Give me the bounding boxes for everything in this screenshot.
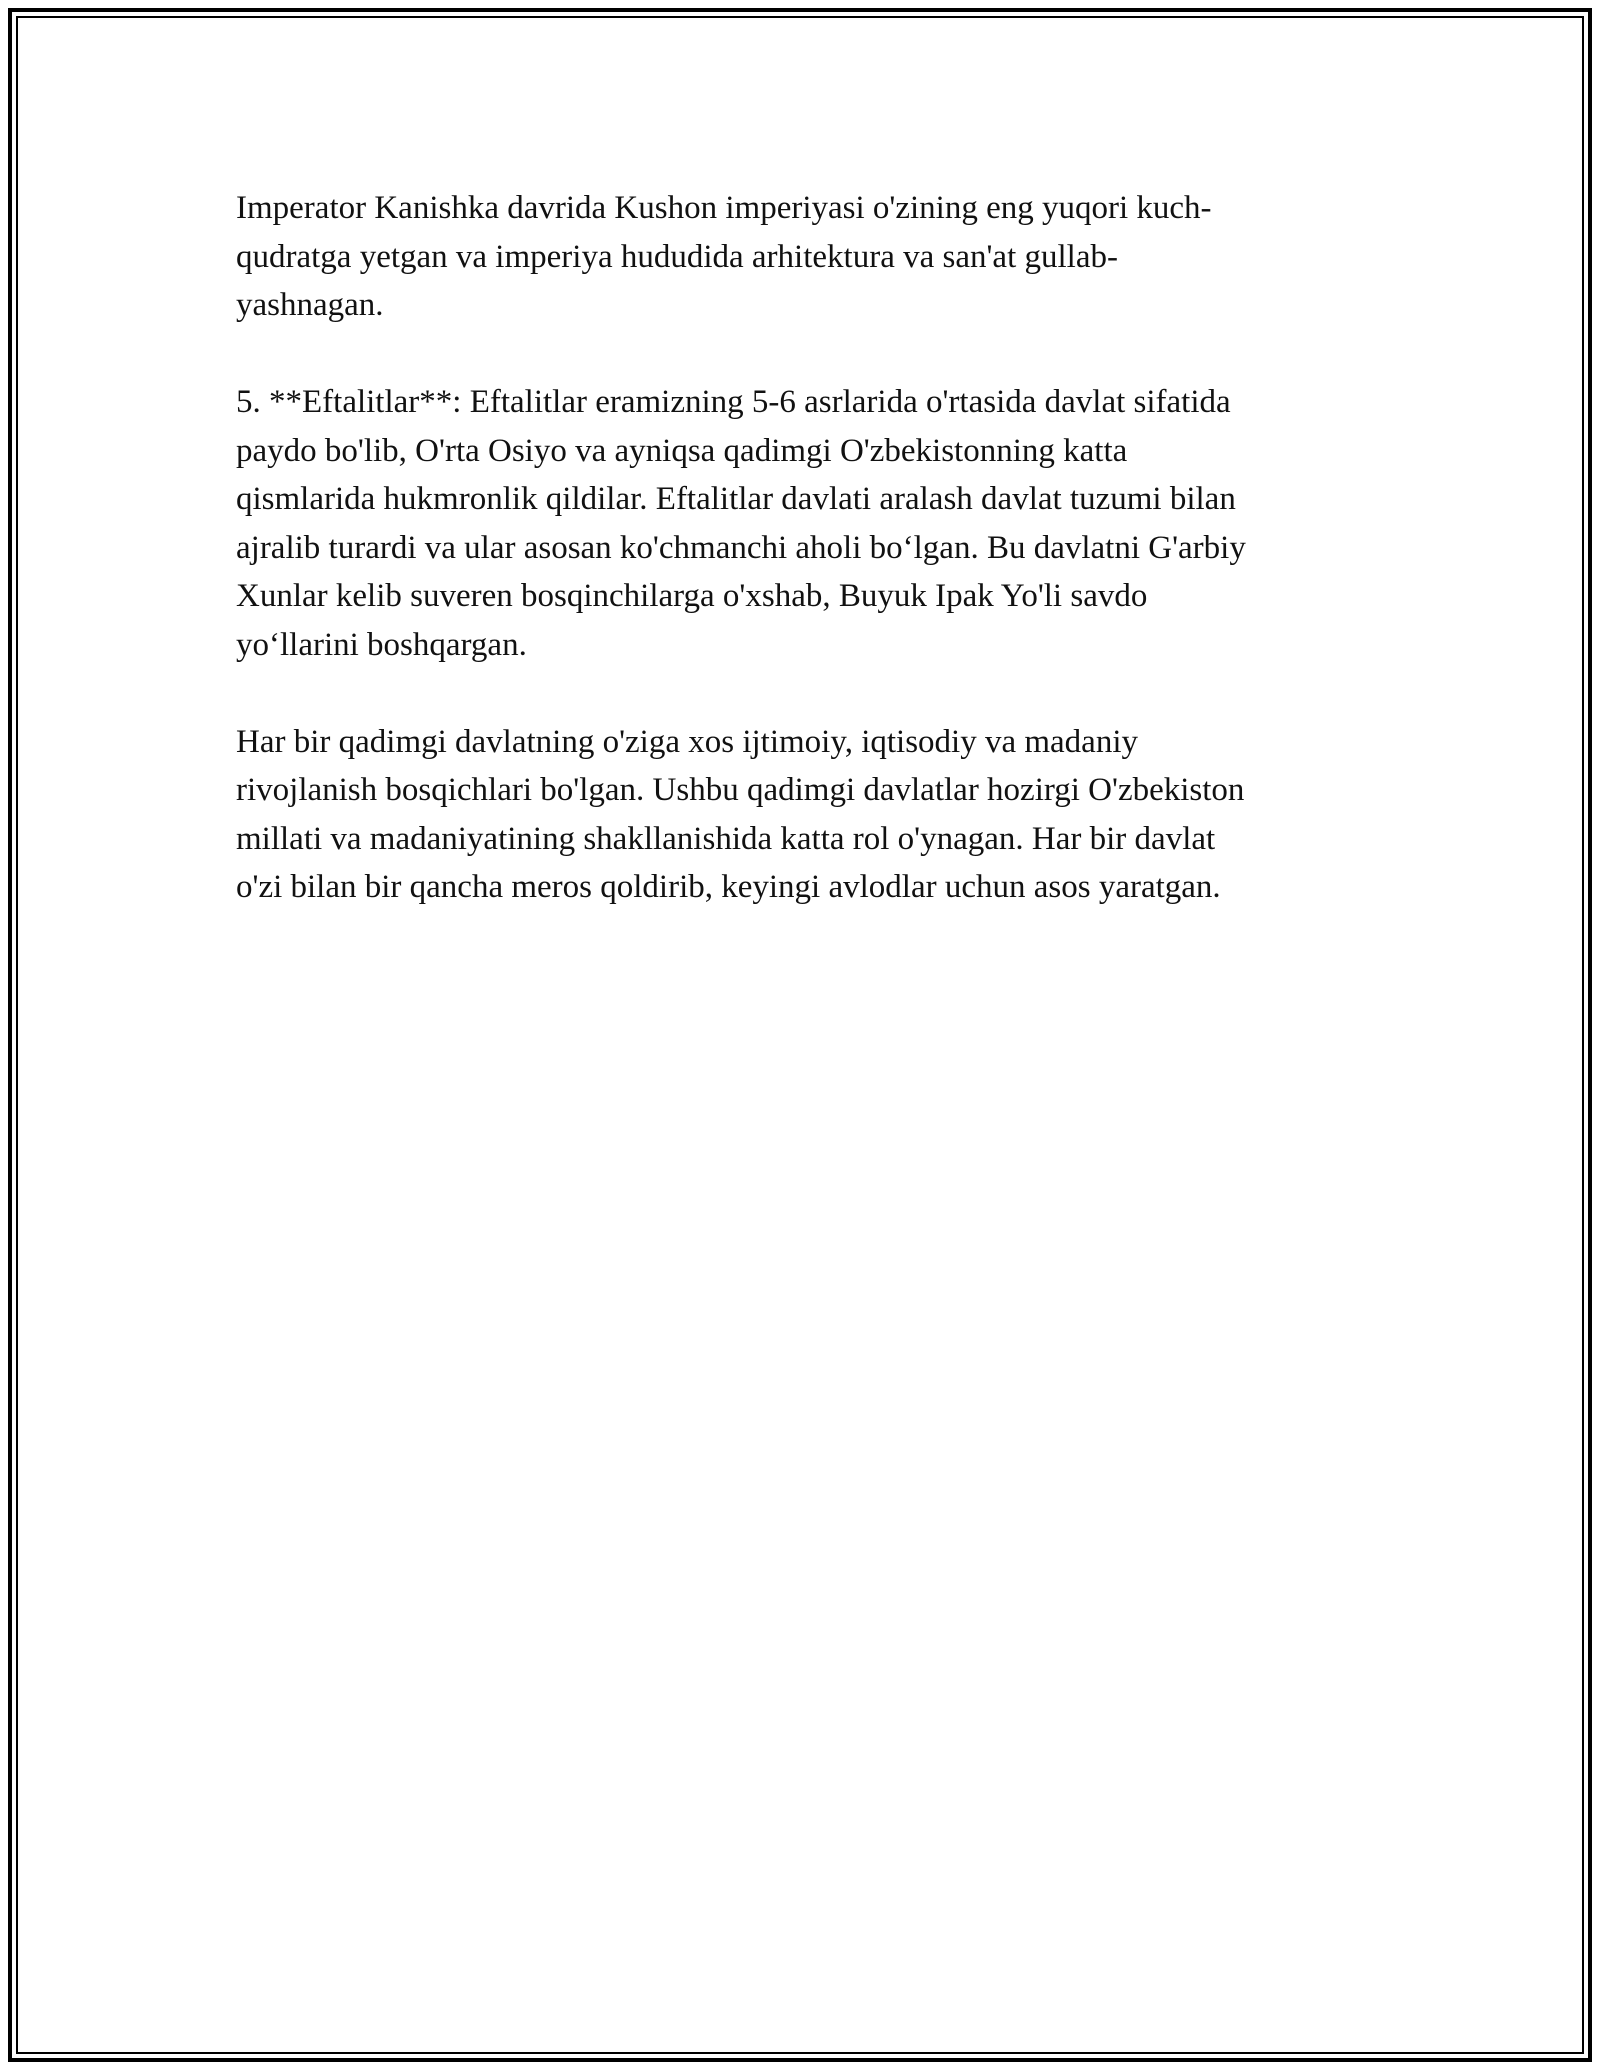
paragraph-kanishka: Imperator Kanishka davrida Kushon imperiyasi o'zining eng yuqori kuch- qudratga yetgan va imperiya hududida arhitektura va san'at gullab- yashnagan.	[236, 190, 1212, 323]
paragraph-conclusion: Har bir qadimgi davlatning o'ziga xos ijtimoiy, iqtisodiy va madaniy rivojlanish bosqichlari bo'lgan. Ushbu qadimgi davlatlar hozirgi O'zbekiston millati va madaniyatining shakllanishida katta rol o'ynagan. Har bir davlat o'zi bilan bir qancha meros qoldirib, keyingi avlodlar uchun asos yaratgan.	[236, 723, 1245, 905]
paragraph-eftalitlar: 5. **Eftalitlar**: Eftalitlar eramizning 5-6 asrlarida o'rtasida davlat sifatida paydo bo'lib, O'rta Osiyo va ayniqsa qadimgi O'zbekistonning katta qismlarida hukmronlik qildilar. Eftalitlar davlati aralash davlat tuzumi bilan ajralib turardi va ular asosan ko'chmanchi aholi bo‘lgan. Bu davlatni G'arbiy Xunlar kelib suveren bosqinchilarga o'xshab, Buyuk Ipak Yo'li savdo yo‘llarini boshqargan.	[236, 384, 1246, 663]
document-body	[236, 184, 1366, 960]
